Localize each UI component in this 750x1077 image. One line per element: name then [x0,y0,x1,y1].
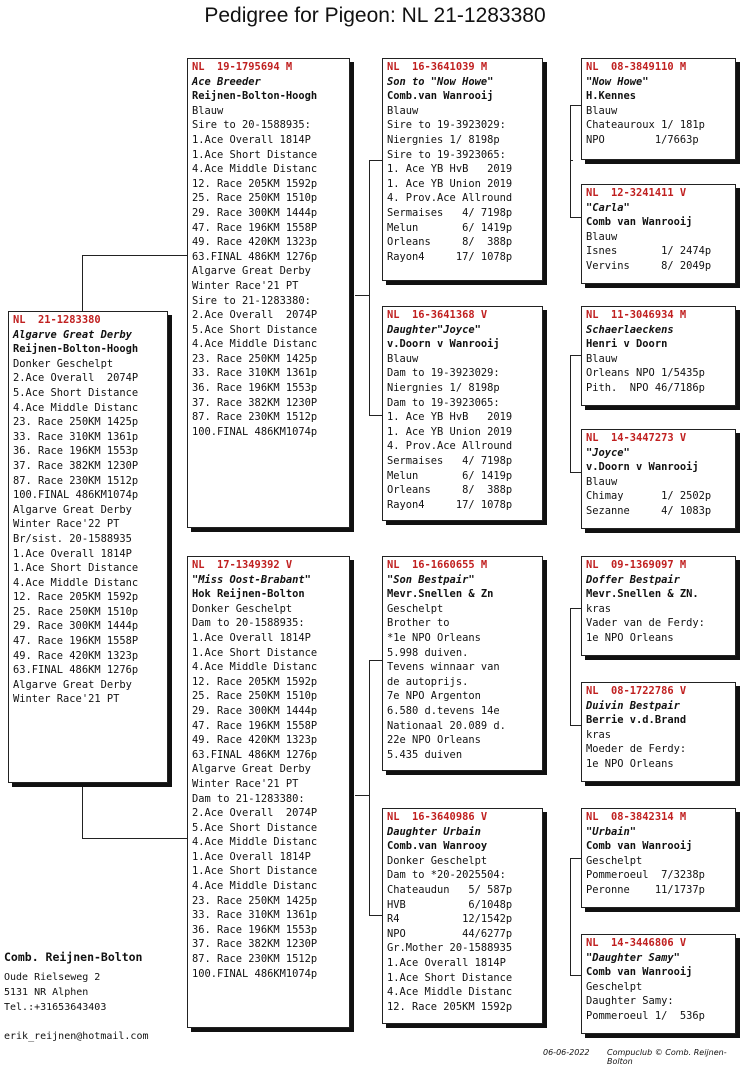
pedigree-line: 36. Race 196KM 1553p [192,382,318,395]
pedigree-line: 37. Race 382KM 1230P [192,396,318,409]
connector-line [570,608,571,725]
pedigree-line: Winter Race'21 PT [192,777,299,790]
pedigree-line: 12. Race 205KM 1592p [192,177,318,190]
breeder-name: Henri v Doorn [586,338,668,351]
pedigree-line: Donker Geschelpt [13,357,114,370]
pedigree-line: 1.Ace Overall 1814P [387,956,506,969]
pigeon-name: "Son Bestpair" [387,573,475,586]
pedigree-line: 1.Ace Overall 1814P [192,133,311,146]
ring-number: NL 16-3641039 M [387,61,488,73]
breeder-name: v.Doorn v Wanrooij [387,338,500,351]
pedigree-line: Orleans 8/ 388p [387,236,513,249]
pedigree-line: 1.Ace Overall 1814P [192,850,311,863]
breeder-name: Comb van Wanrooij [586,840,693,853]
pedigree-line: Blauw [586,230,618,243]
pedigree-line: 6.580 d.tevens 14e [387,704,500,717]
ring-number: NL 16-3641368 V [387,309,488,321]
pedigree-line: Vader van de Ferdy: [586,617,705,630]
pedigree-line: 1e NPO Orleans [586,757,674,770]
breeder-name: Hok Reijnen-Bolton [192,588,305,601]
pigeon-card-ddd[interactable] [581,934,736,1034]
breeder-name: H.Kennes [586,90,637,103]
ring-number: NL 08-3849110 M [586,61,687,73]
pedigree-line: 4.Ace Middle Distanc [13,576,139,589]
connector-line [570,858,571,975]
pedigree-line: 1.Ace Short Distance [192,148,318,161]
pedigree-line: kras [586,602,612,615]
pedigree-line: Nationaal 20.089 d. [387,719,506,732]
pedigree-line: Daughter Samy: [586,995,674,1008]
pedigree-line: Pommeroeul 7/3238p [586,869,705,882]
pedigree-line: Brother to [387,617,450,630]
pedigree-line: 4.Ace Middle Distanc [192,880,318,893]
pigeon-name: Son to "Now Howe" [387,75,494,88]
pedigree-line: 2.Ace Overall 2074P [13,372,139,385]
pigeon-card-dam-dam[interactable] [382,808,543,1024]
pedigree-line: 33. Race 310KM 1361p [192,367,318,380]
ring-number: NL 14-3447273 V [586,432,687,444]
pedigree-line: Pommeroeul 1/ 536p [586,1009,705,1022]
pedigree-line: 33. Race 310KM 1361p [13,430,139,443]
pigeon-name: Schaerlaeckens [586,323,674,336]
connector-line [369,660,383,661]
pedigree-line: Orleans 8/ 388p [387,484,513,497]
pedigree-line: Orleans NPO 1/5435p [586,367,705,380]
connector-line [570,105,571,217]
pedigree-line: Winter Race'22 PT [13,518,120,531]
pedigree-line: Dam to 19-3923029: [387,367,500,380]
pigeon-card-sdd[interactable] [581,429,736,529]
pedigree-line: 12. Race 205KM 1592p [192,675,318,688]
pigeon-name: Doffer Bestpair [586,573,680,586]
pedigree-line: Melun 6/ 1419p [387,469,513,482]
pedigree-line: Sire to 20-1588935: [192,119,311,132]
breeder-name: v.Doorn v Wanrooij [586,461,699,474]
pedigree-line: Blauw [586,352,618,365]
pedigree-line: Geschelpt [586,854,643,867]
pedigree-line: 4.Ace Middle Distanc [192,661,318,674]
ring-number: NL 16-1660655 M [387,559,488,571]
pedigree-line: Pith. NPO 46/7186p [586,381,705,394]
pedigree-line: Algarve Great Derby [192,265,311,278]
pedigree-line: 1. Ace YB Union 2019 [387,177,513,190]
connector-line [369,160,383,161]
connector-line [82,783,83,838]
pigeon-name: "Miss Oost-Brabant" [192,573,311,586]
pedigree-line: 23. Race 250KM 1425p [13,416,139,429]
pedigree-line: 4. Prov.Ace Allround [387,440,513,453]
pedigree-line: 25. Race 250KM 1510p [192,690,318,703]
ring-number: NL 11-3046934 M [586,309,687,321]
pedigree-line: 5.998 duiven. [387,646,469,659]
pedigree-line: 100.FINAL 486KM1074p [192,425,318,438]
pigeon-name: "Now Howe" [586,75,649,88]
connector-line [369,660,370,915]
pedigree-line: Gr.Mother 20-1588935 [387,942,513,955]
pedigree-line: 23. Race 250KM 1425p [192,894,318,907]
pedigree-line: 1.Ace Overall 1814P [13,547,132,560]
pedigree-line: 5.Ace Short Distance [13,386,139,399]
ring-number: NL 12-3241411 V [586,187,687,199]
pedigree-line: NPO 1/7663p [586,133,699,146]
pedigree-line: Blauw [387,352,419,365]
pedigree-line: Donker Geschelpt [192,602,293,615]
pedigree-line: Sermaises 4/ 7198p [387,454,513,467]
connector-line [82,255,188,256]
pedigree-line: 22e NPO Orleans [387,734,481,747]
pedigree-line: 49. Race 420KM 1323p [192,734,318,747]
connector-line [369,415,383,416]
pedigree-line: Geschelpt [387,602,444,615]
pedigree-line: 100.FINAL 486KM1074p [192,967,318,980]
pedigree-line: 29. Race 300KM 1444p [192,704,318,717]
pigeon-card-sire-dam[interactable] [382,306,543,521]
pedigree-line: Rayon4 17/ 1078p [387,498,513,511]
pedigree-line: 2.Ace Overall 2074P [192,807,318,820]
pigeon-name: Daughter Urbain [387,825,481,838]
pedigree-line: 1. Ace YB HvB 2019 [387,163,513,176]
pedigree-line: 4.Ace Middle Distanc [192,338,318,351]
pigeon-name: Algarve Great Derby [13,328,132,341]
pedigree-line: 1.Ace Short Distance [192,865,318,878]
pedigree-line: 47. Race 196KM 1558P [192,221,318,234]
owner-street: Oude Rielseweg 2 [4,972,101,983]
connector-line [82,255,83,311]
pedigree-line: 63.FINAL 486KM 1276p [13,664,139,677]
pigeon-card-dss[interactable] [581,556,736,656]
breeder-name: Comb.van Wanrooy [387,840,488,853]
pedigree-line: Dam to *20-2025504: [387,869,506,882]
pedigree-line: Winter Race'21 PT [192,279,299,292]
pedigree-line: 63.FINAL 486KM 1276p [192,250,318,263]
pigeon-card-sss[interactable] [581,58,736,160]
pigeon-card-dam[interactable] [187,556,350,1028]
pedigree-line: Algarve Great Derby [13,503,132,516]
pedigree-line: Niergnies 1/ 8198p [387,133,500,146]
pedigree-line: 87. Race 230KM 1512p [13,474,139,487]
pedigree-line: 33. Race 310KM 1361p [192,909,318,922]
pigeon-name: "Joyce" [586,446,630,459]
pigeon-name: "Daughter Samy" [586,951,680,964]
pedigree-line: 7e NPO Argenton [387,690,481,703]
pedigree-line: Blauw [586,475,618,488]
pedigree-line: 37. Race 382KM 1230P [13,459,139,472]
pedigree-line: 49. Race 420KM 1323p [192,236,318,249]
pigeon-name: Duivin Bestpair [586,699,680,712]
pedigree-line: Chateauroux 1/ 181p [586,119,705,132]
breeder-name: Mevr.Snellen & ZN. [586,588,699,601]
connector-line [355,295,369,296]
connector-line [355,795,369,796]
page-title: Pedigree for Pigeon: NL 21-1283380 [204,4,546,27]
pedigree-line: Vervins 8/ 2049p [586,259,712,272]
pigeon-card-dsd[interactable] [581,682,736,782]
footer-credit: Compuclub © Comb. Reijnen-Bolton [607,1048,727,1066]
pedigree-line: Sermaises 4/ 7198p [387,206,513,219]
owner-info [4,950,149,1044]
pedigree-line: 1.Ace Short Distance [387,971,513,984]
pedigree-line: kras [586,728,612,741]
pedigree-line: 12. Race 205KM 1592p [13,591,139,604]
pedigree-line: 100.FINAL 486KM1074p [13,489,139,502]
pedigree-line: 4.Ace Middle Distanc [387,986,513,999]
pedigree-line: 25. Race 250KM 1510p [13,605,139,618]
pedigree-line: Tevens winnaar van [387,661,500,674]
pedigree-line: 5.Ace Short Distance [192,821,318,834]
pedigree-line: 1. Ace YB Union 2019 [387,425,513,438]
pedigree-line: Blauw [387,104,419,117]
pedigree-line: 4.Ace Middle Distanc [192,163,318,176]
owner-city: 5131 NR Alphen [4,987,89,998]
pigeon-card-sire-sire[interactable] [382,58,543,281]
connector-line [369,160,370,415]
pedigree-line: 37. Race 382KM 1230P [192,938,318,951]
pedigree-line: de autoprijs. [387,675,469,688]
owner-email[interactable]: erik_reijnen@hotmail.com [4,1031,149,1042]
pedigree-line: Sire to 21-1283380: [192,294,311,307]
pedigree-line: 63.FINAL 486KM 1276p [192,748,318,761]
pedigree-line: Melun 6/ 1419p [387,221,513,234]
pigeon-name: "Urbain" [586,825,637,838]
pedigree-line: 1.Ace Overall 1814P [192,631,311,644]
pedigree-line: Chimay 1/ 2502p [586,490,712,503]
pedigree-line: 4.Ace Middle Distanc [192,836,318,849]
pedigree-line: 87. Race 230KM 1512p [192,953,318,966]
breeder-name: Comb.van Wanrooij [387,90,494,103]
connector-line [82,838,188,839]
pedigree-line: Blauw [586,104,618,117]
ring-number: NL 17-1349392 V [192,559,293,571]
pedigree-line: Sire to 19-3923065: [387,148,506,161]
breeder-name: Reijnen-Bolton-Hoogh [13,343,139,356]
owner-name: Comb. Reijnen-Bolton [4,950,143,964]
connector-line [570,355,571,472]
pigeon-name: Daughter"Joyce" [387,323,481,336]
footer-date: 06-06-2022 [543,1048,590,1057]
pigeon-card-dds[interactable] [581,808,736,908]
pedigree-line: Algarve Great Derby [13,678,132,691]
pedigree-line: HVB 6/1048p [387,898,513,911]
pedigree-line: 5.435 duiven [387,748,463,761]
pedigree-line: 87. Race 230KM 1512p [192,411,318,424]
ring-number: NL 16-3640986 V [387,811,488,823]
connector-line [369,915,383,916]
pedigree-line: 36. Race 196KM 1553p [192,923,318,936]
pedigree-line: NPO 44/6277p [387,927,513,940]
ring-number: NL 21-1283380 [13,314,101,326]
pedigree-line: 49. Race 420KM 1323p [13,649,139,662]
ring-number: NL 19-1795694 M [192,61,293,73]
pedigree-line: Dam to 21-1283380: [192,792,305,805]
pedigree-line: 1.Ace Short Distance [192,646,318,659]
pedigree-line: 47. Race 196KM 1558P [192,719,318,732]
pigeon-card-dam-sire[interactable] [382,556,543,771]
pedigree-line: 4. Prov.Ace Allround [387,192,513,205]
pedigree-line: Br/sist. 20-1588935 [13,532,132,545]
pedigree-line: Geschelpt [586,980,643,993]
pedigree-line: Rayon4 17/ 1078p [387,250,513,263]
pigeon-name: "Carla" [586,201,630,214]
pedigree-line: 36. Race 196KM 1553p [13,445,139,458]
breeder-name: Comb van Wanrooij [586,216,693,229]
ring-number: NL 08-1722786 V [586,685,687,697]
connector-line [570,160,573,161]
pigeon-card-ssd[interactable] [581,184,736,284]
pedigree-line: R4 12/1542p [387,913,513,926]
owner-phone: Tel.:+31653643403 [4,1002,107,1013]
pedigree-line: *1e NPO Orleans [387,631,481,644]
pedigree-line: Dam to 20-1588935: [192,617,305,630]
pedigree-line: 25. Race 250KM 1510p [192,192,318,205]
ring-number: NL 08-3842314 M [586,811,687,823]
pedigree-line: 23. Race 250KM 1425p [192,352,318,365]
pigeon-card-sds[interactable] [581,306,736,406]
pedigree-line: 47. Race 196KM 1558P [13,635,139,648]
pedigree-line: Niergnies 1/ 8198p [387,381,500,394]
pedigree-line: Sire to 19-3923029: [387,119,506,132]
pedigree-line: 5.Ace Short Distance [192,323,318,336]
pedigree-line: Peronne 11/1737p [586,883,705,896]
pigeon-name: Ace Breeder [192,75,261,88]
pedigree-line: Moeder de Ferdy: [586,743,687,756]
breeder-name: Comb van Wanrooij [586,966,693,979]
breeder-name: Mevr.Snellen & Zn [387,588,494,601]
pigeon-card-sire[interactable] [187,58,350,528]
pedigree-line: Sezanne 4/ 1083p [586,504,712,517]
pedigree-line: Dam to 19-3923065: [387,396,500,409]
breeder-name: Berrie v.d.Brand [586,714,687,727]
pedigree-line: Blauw [192,104,224,117]
pedigree-line: 1e NPO Orleans [586,631,674,644]
pedigree-line: 2.Ace Overall 2074P [192,309,318,322]
breeder-name: Reijnen-Bolton-Hoogh [192,90,318,103]
ring-number: NL 09-1369097 M [586,559,687,571]
pedigree-line: 1. Ace YB HvB 2019 [387,411,513,424]
pedigree-line: Algarve Great Derby [192,763,311,776]
pedigree-line: Isnes 1/ 2474p [586,245,712,258]
pedigree-line: 12. Race 205KM 1592p [387,1000,513,1013]
pedigree-line: Winter Race'21 PT [13,693,120,706]
pigeon-card-main[interactable] [8,311,168,783]
pedigree-line: Chateaudun 5/ 587p [387,883,513,896]
pedigree-line: 29. Race 300KM 1444p [13,620,139,633]
ring-number: NL 14-3446806 V [586,937,687,949]
pedigree-line: 4.Ace Middle Distanc [13,401,139,414]
pedigree-line: 1.Ace Short Distance [13,562,139,575]
pedigree-line: Donker Geschelpt [387,854,488,867]
pedigree-line: 29. Race 300KM 1444p [192,206,318,219]
